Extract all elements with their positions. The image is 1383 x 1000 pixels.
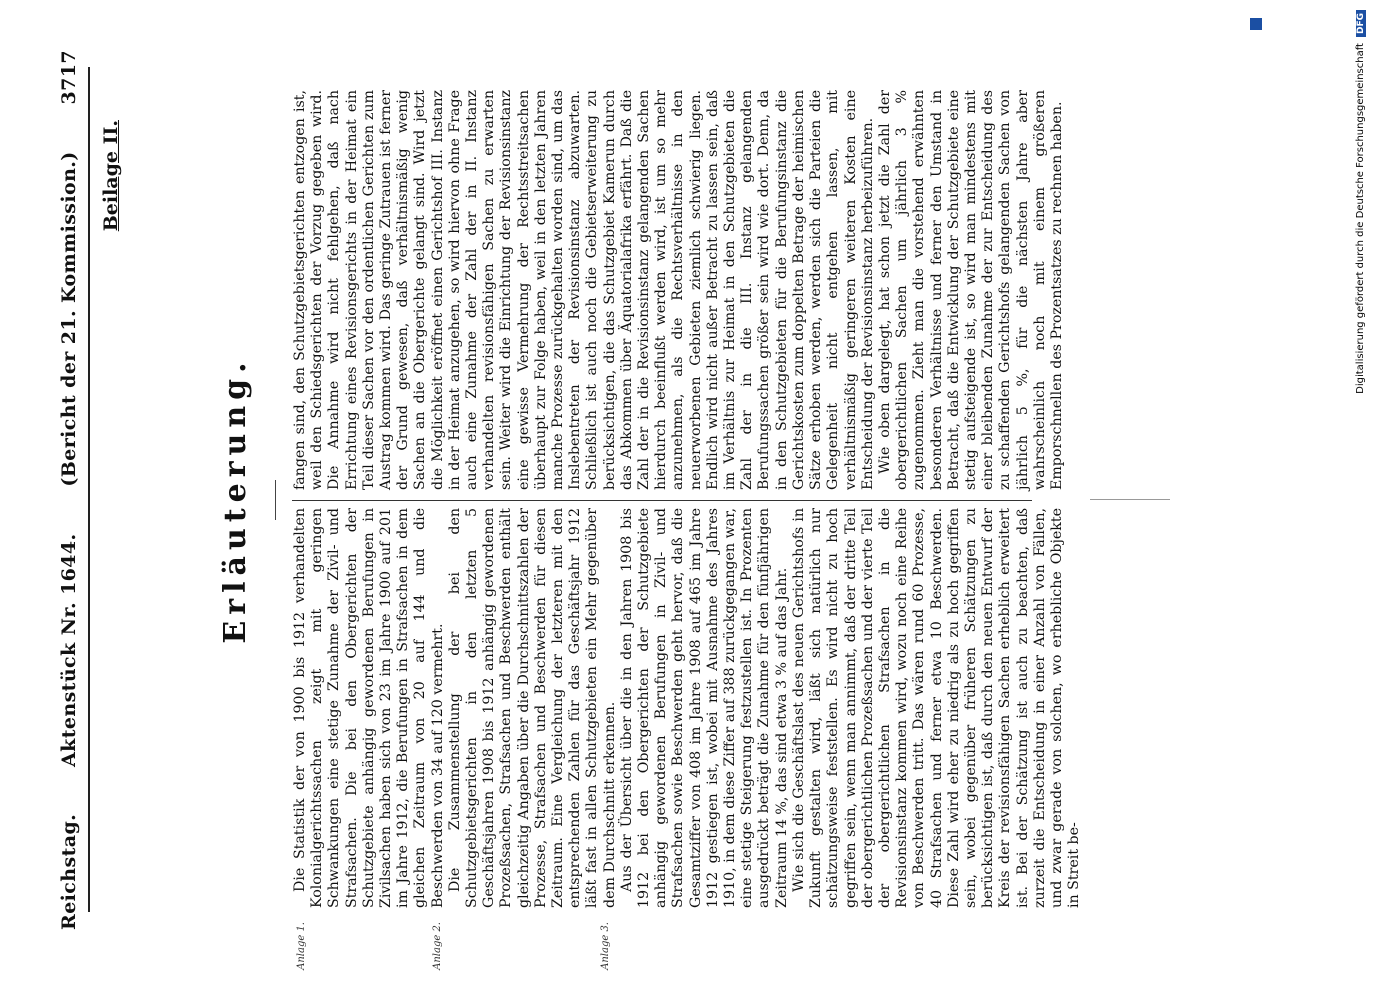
title-rule — [275, 480, 276, 520]
right-column — [292, 90, 1065, 490]
paragraph: Die Statistik der von 1900 bis 1912 verhandelten Kolonialgerichtssachen zeigt mit geringen Schwankungen eine stetige Zunahme der Zivil- und Strafsachen. Die bei den Obergerichten der Schutzgebiete anhängig gewordenen Berufungen in Zivilsachen haben sich von 23 im Jahre 1900 auf 201 im Jahre 1912, die Berufungen in Strafsachen in dem gleichen Zeitraum von 20 auf 144 und die Beschwerden von 34 auf 120 vermehrt. — [292, 508, 446, 908]
margin-note-anlage-3: Anlage 3. — [600, 922, 611, 970]
section-title: Erläuterung. — [218, 356, 253, 644]
column-divider — [292, 500, 1032, 501]
paragraph: Die Zusammenstellung der bei den Schutzgebietsgerichten in den letzten 5 Geschäftsjahren 1908 bis 1912 anhängig gewordenen Prozeßsachen, Strafsachen und Beschwerden enthält gleichzeitig Angaben über die Durchschnittszahlen der Prozesse, Strafsachen und Beschwerden für diesen Zeitraum. Eine Vergleichung der letzteren mit den entsprechenden Zahlen für das Geschäftsjahr 1912 läßt fast in allen Schutzgebieten ein Mehr gegenüber dem Durchschnitt erkennen. — [446, 508, 618, 908]
page-number: 3717 — [58, 50, 80, 105]
dfg-logo: DFG — [1356, 10, 1366, 37]
scan-color-mark — [1250, 18, 1262, 30]
header-aktenstueck: Aktenstück Nr. 1644. — [58, 533, 80, 768]
running-head — [58, 50, 80, 930]
left-column — [292, 508, 1083, 908]
header-reichstag: Reichstag. — [58, 813, 80, 930]
digitization-note — [1355, 10, 1366, 1000]
beilage-label: Beilage II. — [100, 120, 122, 232]
scan-fold-line — [1090, 499, 1170, 500]
margin-note-anlage-1: Anlage 1. — [296, 922, 307, 970]
paragraph: Aus der Übersicht über die in den Jahren 1908 bis 1912 bei den Obergerichten der Schutzgebiete anhängig gewordenen Berufungen in Zivil- und Strafsachen sowie Beschwerden geht hervor, daß die Gesamtziffer von 408 im Jahre 1908 auf 465 im Jahre 1912 gestiegen ist, wobei mit Ausnahme des Jahres 1910, in dem diese Ziffer auf 388 zurückgegangen war, eine stetige Steigerung festzustellen ist. In Prozenten ausgedrückt beträgt die Zunahme für den fünfjährigen Zeitraum 14 %, das sind etwa 3 % auf das Jahr. — [618, 508, 790, 908]
header-bericht: (Bericht der 21. Kommission.) — [58, 151, 80, 487]
digitization-text: Digitalisierung gefördert durch die Deutsche Forschungsgemeinschaft — [1355, 43, 1366, 394]
header-rule — [88, 67, 90, 912]
margin-note-anlage-2: Anlage 2. — [432, 922, 443, 970]
paragraph: Wie oben dargelegt, hat schon jetzt die Zahl der obergerichtlichen Sachen um jährlich 3 % zugenommen. Zieht man die vorstehend erwähnten besonderen Verhältnisse und ferner den Umstand in Betracht, daß die Entwicklung der Schutzgebiete eine stetig aufsteigende ist, so wird man mindestens mit einer bleibenden Zunahme der zur Entscheidung des zu schaffenden Gerichtshofs gelangenden Sachen von jährlich 5 %, für die nächsten Jahre aber wahrscheinlich noch mit einem größeren Emporschnellen des Prozentsatzes zu rechnen haben. — [876, 90, 1065, 490]
paragraph: fangen sind, den Schutzgebietsgerichten entzogen ist, weil den Schiedsgerichten der Vorzug gegeben wird. Die Annahme wird nicht fehlgehen, daß nach Errichtung eines Revisionsgerichts in der Heimat ein Teil dieser Sachen vor den ordentlichen Gerichten zum Austrag kommen wird. Das geringe Zutrauen ist ferner der Grund gewesen, daß verhältnismäßig wenig Sachen an die Obergerichte gelangt sind. Wird jetzt die Möglichkeit eröffnet einen Gerichtshof III. Instanz in der Heimat anzugehen, so wird hiervon ohne Frage auch eine Zunahme der Zahl der in II. Instanz verhandelten revisionsfähigen Sachen zu erwarten sein. Weiter wird die Einrichtung der Revisionsinstanz eine gewisse Vermehrung der Rechtsstreitsachen überhaupt zur Folge haben, weil in den letzten Jahren manche Prozesse zurückgehalten worden sind, um das Inslebentreten der Revisionsinstanz abzuwarten. Schließlich ist auch noch die Gebietserweiterung zu berücksichtigen, die das Schutzgebiet Kamerun durch das Abkommen über Äquatorialafrika erfährt. Daß die Zahl der in die Revisionsinstanz gelangenden Sachen hierdurch beeinflußt werden wird, ist um so mehr anzunehmen, als die Rechtsverhältnisse in den neuerworbenen Gebieten ziemlich schwierig liegen. Endlich wird nicht außer Betracht zu lassen sein, daß im Verhältnis zur Heimat in den Schutzgebieten die Zahl der in die III. Instanz gelangenden Berufungssachen größer sein wird wie dort. Denn, da in den Schutzgebieten für die Berufungsinstanz die Gerichtskosten zum doppelten Betrage der heimischen Sätze erhoben werden, werden sich die Parteien die Gelegenheit nicht entgehen lassen, mit verhältnismäßig geringeren weiteren Kosten eine Entscheidung der Revisionsinstanz herbeizuführen. — [292, 90, 876, 490]
paragraph: Wie sich die Geschäftslast des neuen Gerichtshofs in Zukunft gestalten wird, läßt sich natürlich nur schätzungsweise feststellen. Es wird nicht zu hoch gegriffen sein, wenn man annimmt, daß der dritte Teil der obergerichtlichen Prozeßsachen und der vierte Teil der obergerichtlichen Strafsachen in die Revisionsinstanz kommen wird, wozu noch eine Reihe von Beschwerden tritt. Das wären rund 60 Prozesse, 40 Strafsachen und ferner etwa 10 Beschwerden. Diese Zahl wird eher zu niedrig als zu hoch gegriffen sein, wobei gegenüber früheren Schätzungen zu berücksichtigen ist, daß durch den neuen Entwurf der Kreis der revisionsfähigen Sachen erheblich erweitert ist. Bei der Schätzung ist auch zu beachten, daß zurzeit die Entscheidung in einer Anzahl von Fällen, und zwar gerade von solchen, wo erhebliche Objekte in Streit be- — [790, 508, 1083, 908]
